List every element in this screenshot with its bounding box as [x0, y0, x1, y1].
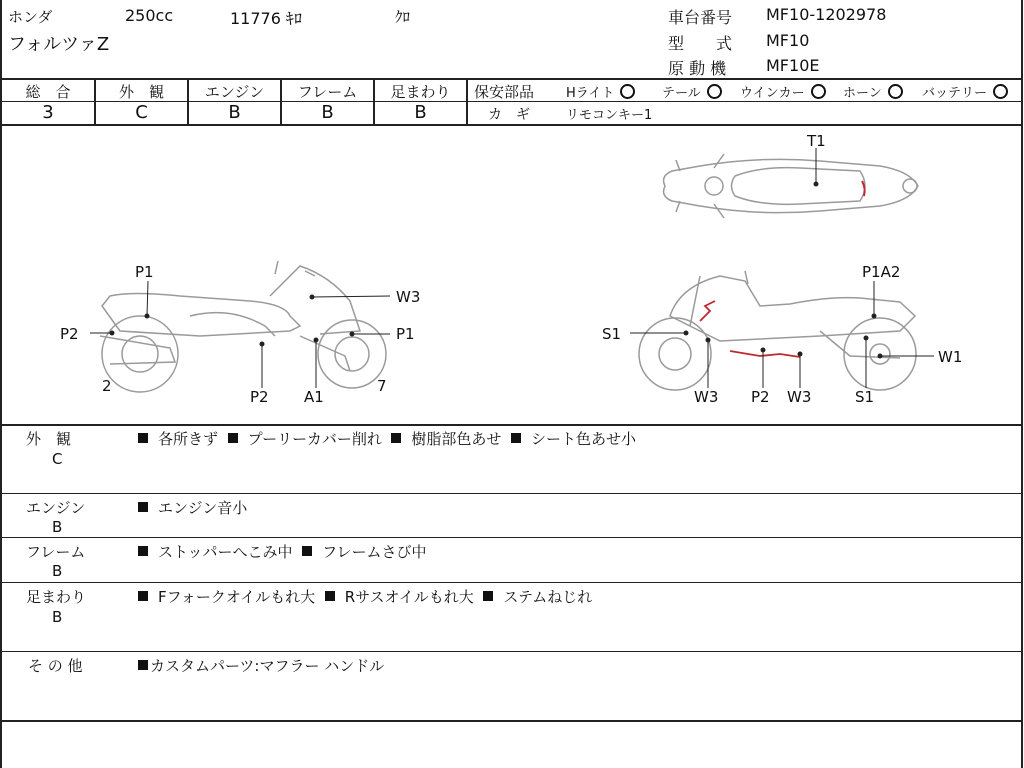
bullet-square-icon: [325, 591, 335, 601]
bullet-square-icon: [138, 660, 148, 670]
color: ｸﾛ: [395, 8, 411, 26]
diagram-label-p1-top: P1: [135, 263, 154, 281]
remark-div-4: [0, 651, 1023, 652]
safety-label: 保安部品: [474, 83, 535, 101]
frame-no-label: 車台番号: [668, 8, 733, 27]
bullet-square-icon: [511, 433, 521, 443]
mark-circle-icon: [993, 84, 1008, 99]
diagram-label-w3-left: W3: [396, 288, 421, 306]
rating-engine-value: B: [228, 102, 241, 123]
mark-circle-icon: [811, 84, 826, 99]
remark-other-category: そ の 他: [28, 657, 83, 675]
rating-engine-label: エンジン: [204, 83, 265, 101]
type-label: 型 式: [668, 34, 733, 53]
key-label: カ ギ: [488, 107, 530, 123]
mileage: 11776 ｷﾛ: [230, 9, 302, 28]
bullet-square-icon: [138, 502, 148, 512]
mark-circle-icon: [707, 84, 722, 99]
diagram-label-w3-bottom-2: W3: [787, 388, 812, 406]
remark-frame-category: フレーム: [26, 543, 86, 561]
mark-circle-icon: [888, 84, 903, 99]
rating-suspension-label: 足まわり: [390, 83, 451, 101]
diagram-label-p2-right: P2: [751, 388, 770, 406]
diagram-label-s1-left: S1: [602, 325, 622, 343]
bullet-square-icon: [483, 591, 493, 601]
rating-exterior-label: 外 観: [118, 83, 164, 101]
rating-frame-label: フレーム: [297, 83, 358, 101]
diagram-label-p2-left: P2: [60, 325, 79, 343]
remark-frame-grade: B: [52, 562, 63, 580]
remark-suspension-category: 足まわり: [26, 588, 87, 606]
engine-value: MF10E: [766, 56, 820, 75]
bullet-square-icon: [138, 546, 148, 556]
remark-div-5: [0, 720, 1023, 722]
maker: ホンダ: [8, 8, 53, 26]
key-value: リモコンキー1: [566, 108, 653, 123]
remark-suspension-grade: B: [52, 608, 63, 626]
remark-div-3: [0, 582, 1023, 583]
safety-item-tail: テール: [662, 82, 722, 101]
safety-item-battery: バッテリー: [922, 82, 1008, 101]
bullet-square-icon: [228, 433, 238, 443]
bullet-square-icon: [138, 433, 148, 443]
bullet-square-icon: [138, 591, 148, 601]
remark-frame-items: ストッパーへこみ中 フレームさび中: [138, 541, 427, 562]
col-div-5: [466, 78, 468, 126]
diagram-label-p1-right: P1: [396, 325, 415, 343]
rating-overall-label: 総 合: [25, 83, 71, 101]
remark-engine-grade: B: [52, 518, 63, 536]
diagram-label-s1-right: S1: [855, 388, 875, 406]
engine-label: 原 動 機: [668, 59, 727, 78]
rating-top-line: [0, 78, 1023, 80]
diagram-label-7: 7: [377, 377, 387, 395]
remark-other-items: カスタムパーツ:マフラー ハンドル: [138, 655, 384, 676]
type-value: MF10: [766, 31, 810, 50]
frame-no: MF10-1202978: [766, 5, 887, 24]
diagram-bottom-line: [0, 424, 1023, 426]
bullet-square-icon: [302, 546, 312, 556]
safety-item-winker: ウインカー: [740, 82, 826, 101]
diagram-label-2: 2: [102, 377, 112, 395]
leader-lines: [90, 148, 934, 388]
diagram-label-w3-bottom-1: W3: [694, 388, 719, 406]
safety-item-horn: ホーン: [843, 82, 903, 101]
bullet-square-icon: [391, 433, 401, 443]
rating-overall-value: 3: [42, 102, 54, 123]
rating-suspension-value: B: [414, 102, 427, 123]
remark-suspension-items: Fフォークオイルもれ大 Rサスオイルもれ大 ステムねじれ: [138, 586, 592, 607]
remark-exterior-items: 各所きず プーリーカバー削れ 樹脂部色あせ シート色あせ小: [138, 428, 636, 449]
diagram-label-p1a2: P1A2: [862, 263, 901, 281]
remark-div-2: [0, 537, 1023, 538]
remark-exterior-category: 外 観: [26, 430, 72, 448]
remark-engine-category: エンジン: [26, 499, 86, 517]
diagram-label-w1: W1: [938, 348, 963, 366]
diagram-label-a1: A1: [304, 388, 324, 406]
remark-exterior-grade: C: [52, 450, 63, 468]
model-name: フォルツァZ: [8, 34, 110, 55]
diagram-label-p2-bottom: P2: [250, 388, 269, 406]
right-damage-mark: [700, 301, 800, 357]
safety-item-headlight: Hライト: [566, 82, 635, 101]
rating-frame-value: B: [321, 102, 334, 123]
top-view-scooter: [664, 154, 918, 218]
remark-engine-items: エンジン音小: [138, 497, 247, 518]
leader-dots: [110, 295, 883, 359]
diagram-label-t1: T1: [807, 132, 826, 150]
safety-mid-line: [468, 101, 1023, 102]
displacement: 250cc: [125, 6, 174, 25]
mark-circle-icon: [620, 84, 635, 99]
remark-div-1: [0, 493, 1023, 494]
rating-exterior-value: C: [135, 102, 148, 123]
